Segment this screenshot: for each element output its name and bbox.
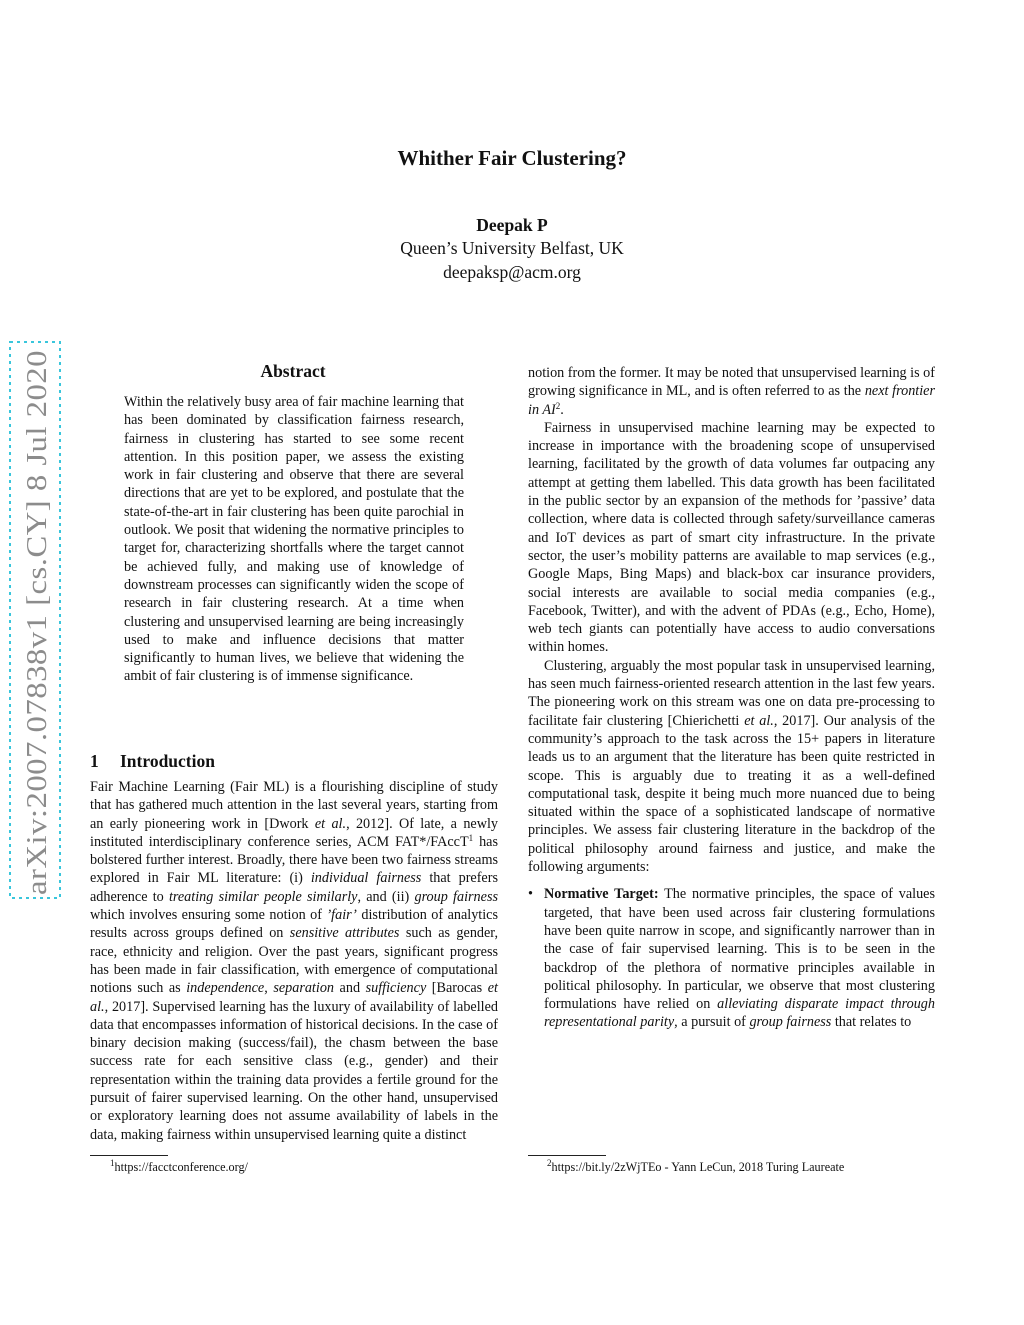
footnote-mark-2: 2: [547, 1158, 552, 1168]
author-affiliation: Queen’s University Belfast, UK: [400, 238, 624, 258]
intro-paragraph-1-continued: notion from the former. It may be noted that unsupervised learning is of growing significance in ML, and is often referred to as the next frontier in $AI^2$.: [528, 365, 936, 418]
footnote-2-link[interactable]: https://bit.ly/2zWjTEo - Yann LeCun, 2018 Turing Laureate: [551, 1160, 845, 1174]
section-number: 1: [90, 751, 99, 771]
footnote-1: [110, 1160, 248, 1175]
abstract-heading: Abstract: [260, 361, 326, 381]
abstract-text: Within the relatively busy area of fair machine learning that has been dominated by classification fairness research, fairness in clustering has started to see some recent attention. In this position paper, we assess the existing work in fair clustering and observe that there are several directions that are yet to be explored, and postulate that the state-of-the-art in fair clustering has been quite parochial in outlook. We posit that widening the normative principles to target for, characterizing shortfalls where the target cannot be achieved fully, and making use of knowledge of downstream processes can significantly widen the scope of research in fair clustering research. At a time when clustering and unsupervised learning are being increasingly used to make and influence decisions that matter significantly to human lives, we believe that widening the ambit of fair clustering is of immense significance.: [124, 394, 464, 685]
footnote-1-link[interactable]: https://facctconference.org/: [114, 1160, 248, 1174]
footnote-ref-1[interactable]: 1: [468, 832, 474, 843]
author-name: Deepak P: [476, 215, 548, 235]
arxiv-identifier-stamp: [8, 340, 62, 900]
bullet-lead: Normative Target:: [544, 886, 659, 903]
flow-continues: , 2017]. Supervised learning has the luxury of availability of labelled data that encompasses information of historical decisions. In the case of binary decision making (success/fail), the chasm between the base success rate for each sensitive class (e.g., gender) and their representation within the training data provides a fertile ground for the pursuit of fairer supervised learning. On the other hand, unsupervised or exploratory learning does not assume availability of labels in the data, making fairness within unsupervised learning quite a distinct: [90, 998, 498, 1143]
footnote-mark-1: 1: [110, 1158, 115, 1168]
arxiv-id-text: arXiv:2007.07838v1 [cs.CY] 8 Jul 2020: [21, 413, 53, 895]
intro-paragraph-3: Clustering, arguably the most popular task in unsupervised learning, has seen much fairness-oriented research attention in the last few years. The pioneering work on this stream was one on data pre-processing to facilitate fair clustering [Chierichetti et al., 2017]. Our analysis of the community’s approach to the task across the 15+ papers in literature leads us to an argument that the literature has been quite restricted in scope. This is arguably due to treating it as a well-defined computational task, despite it being much more nuanced due to being situated within the space of a sophisticated landscape of normative principles. We assess fair clustering literature in the backdrop of the political philosophy around fairness and justice, and make the following arguments:: [528, 657, 935, 876]
right-column: [528, 364, 935, 1032]
intro-paragraph-1: Fair Machine Learning (Fair ML) is a flourishing discipline of study that has gathered much attention in the last several years, starting from an early pioneering work in [Dwork et al., 2012]. Of late, a newly instituted interdisciplinary conference series, ACM FAT*/FAccT$^1$ has bolstered further interest. Broadly, there have been two fairness streams explored in Fair ML literature: (i) individual fairness that prefers adherence to treating similar people similarly, and (ii) group fairness which involves ensuring some notion of ’fair’ distribution of analytics results across groups defined on sensitive attributes such as gender, race, ethnicity and religion. Over the past years, significant progress has been made in fair classification, with emergence of computational notions such as independence, separation and sufficiency [Barocas et al., 2017]. Supervised learning has the luxury of availability of labelled data that encompasses information of historical decisions. In the case of binary decision making (success/fail), the chasm between the base success rate for each sensitive class (e.g., gender) and their representation within the training data provides a fertile ground for the pursuit of fairer supervised learning. On the other hand, unsupervised or exploratory learning does not assume availability of labels in the data, making fairness within unsupervised learning quite a distinct: [90, 779, 499, 1143]
bullet-marker: •: [528, 886, 533, 903]
bullet-normative-target: • Normative Target: The normative principles, the space of values targeted, that have been used across fair clustering formulations have been quite narrow in scope, and significantly narrower than in the case of fair supervised learning. This is to be seen in the backdrop of the plethora of normative principles available in political philosophy. In particular, we observe that most clustering formulations have relied on alleviating disparate impact through representational parity, a pursuit of group fairness that relates to: [528, 886, 935, 1031]
footnote-2: [547, 1160, 844, 1175]
footnote-ref-2[interactable]: 2: [555, 400, 561, 411]
left-column: [90, 778, 498, 1144]
section-heading-introduction: [90, 751, 500, 772]
intro-paragraph-2: Fairness in unsupervised machine learning may be expected to increase in importance with the broadening scope of unsupervised learning, facilitated by the growth of data volumes far outpacing any attempt at getting them labelled. This data growth has been facilitated in the public sector by an expansion of the methods for ’passive’ data collection, where data is collected through safety/surveillance cameras and IoT devices as part of smart city infrastructure. In the private sector, the user’s mobility patterns are available to map services (e.g., Google Maps, Bing Maps) and black-box car insurance providers, social interests are available to social media companies (e.g., Facebook, Twitter), and with the advent of PDAs (e.g., Echo, Home), web tech giants can potentially have access to audio conversations within homes.: [528, 419, 935, 656]
footnote-rule-left: [90, 1155, 168, 1156]
section-title: Introduction: [120, 751, 215, 771]
author-block: [0, 214, 1024, 284]
flow-continued: notion from the former. It may be noted that unsupervised learning is of growing significance in ML, and is often referred to as the: [528, 365, 936, 400]
paper-title: Whither Fair Clustering?: [397, 146, 627, 170]
author-email[interactable]: deepaksp@acm.org: [443, 262, 581, 282]
footnote-rule-right: [528, 1155, 606, 1156]
